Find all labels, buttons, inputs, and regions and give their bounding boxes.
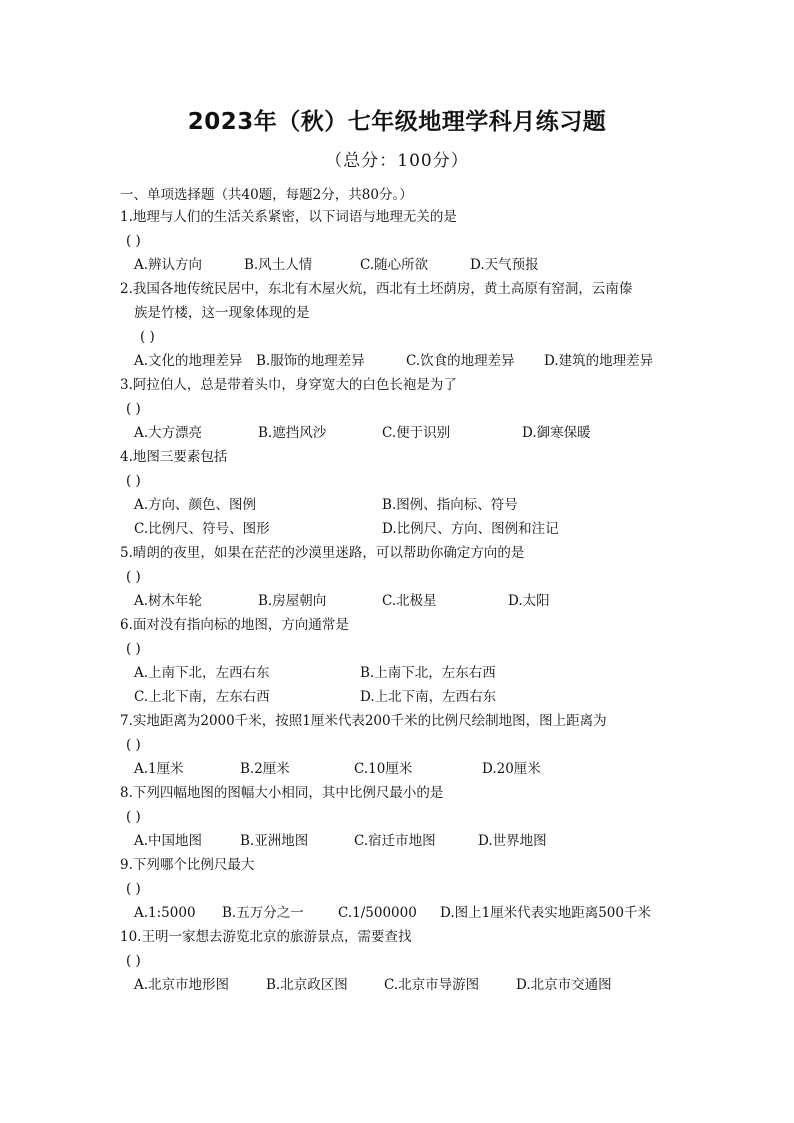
option-d: D.世界地图 [478,833,547,849]
answer-blank: ( ) [126,473,141,489]
option-c: C.随心所欲 [360,257,429,273]
answer-blank: ( ) [126,809,141,825]
options-row [120,757,690,781]
option-d: D.上北下南，左西右东 [360,689,497,705]
answer-blank: ( ) [126,737,141,753]
option-c: C.比例尺、符号、图形 [134,521,270,537]
option-b: B.遮挡风沙 [258,425,327,441]
option-c: C.北京市导游图 [384,977,480,993]
options-row [120,589,690,613]
options-row [120,349,690,373]
option-c: C.饮食的地理差异 [406,353,515,369]
question-stem: 2.我国各地传统民居中，东北有木屋火炕，西北有土坯荫房，黄土高原有窑洞，云南傣 [120,281,633,297]
question-3 [120,373,690,445]
answer-blank: ( ) [126,401,141,417]
total-score: （总分：100分） [325,151,469,171]
question-stem: 9.下列哪个比例尺最大 [120,857,255,873]
question-4 [120,445,690,541]
option-c: C.便于识别 [382,425,451,441]
option-b: B.北京政区图 [266,977,348,993]
option-a: A.上南下北，左西右东 [134,665,270,681]
option-c: C.上北下南，左东右西 [134,689,270,705]
option-a: A.方向、颜色、图例 [134,497,257,513]
question-stem: 6.面对没有指向标的地图，方向通常是 [120,617,349,633]
option-a: A.1厘米 [134,761,184,777]
option-d: D.北京市交通图 [516,977,612,993]
options-row [120,901,690,925]
option-d: D.20厘米 [482,761,541,777]
option-d: D.图上1厘米代表实地距离500千米 [440,905,651,921]
question-8 [120,781,690,853]
option-b: B.2厘米 [240,761,290,777]
option-a: A.大方漂亮 [134,425,203,441]
question-5 [120,541,690,613]
question-stem: 4.地图三要素包括 [120,449,228,465]
answer-blank: ( ) [126,953,141,969]
option-b: B.上南下北，左东右西 [360,665,496,681]
options-row [120,661,690,685]
question-stem: 7.实地距离为2000千米，按照1厘米代表200千米的比例尺绘制地图，图上距离为 [120,713,607,729]
option-c: C.10厘米 [354,761,413,777]
option-a: A.1:5000 [134,905,196,921]
answer-blank: ( ) [126,233,141,249]
question-10 [120,925,690,997]
option-b: B.亚洲地图 [240,833,309,849]
question-stem: 5.晴朗的夜里，如果在茫茫的沙漠里迷路，可以帮助你确定方向的是 [120,545,525,561]
option-c: C.宿迁市地图 [354,833,436,849]
question-stem: 1.地理与人们的生活关系紧密，以下词语与地理无关的是 [120,209,457,225]
option-d: D.太阳 [508,593,550,609]
question-stem: 3.阿拉伯人，总是带着头巾，身穿宽大的白色长袍是为了 [120,377,457,393]
option-b: B.房屋朝向 [258,593,327,609]
option-c: C.北极星 [382,593,437,609]
option-a: A.北京市地形图 [134,977,230,993]
question-7 [120,709,690,781]
question-1 [120,205,690,277]
options-row [120,517,690,541]
question-list [120,205,690,997]
option-d: D.比例尺、方向、图例和注记 [382,521,559,537]
question-stem-continued: 族是竹楼，这一现象体现的是 [134,305,310,321]
question-2 [120,277,690,373]
answer-blank: ( ) [140,329,155,345]
options-row [120,253,690,277]
question-6 [120,613,690,709]
option-a: A.文化的地理差异 [134,353,243,369]
option-a: A.树木年轮 [134,593,203,609]
options-row [120,493,690,517]
option-d: D.御寒保暖 [522,425,591,441]
options-row [120,421,690,445]
option-a: A.中国地图 [134,833,203,849]
answer-blank: ( ) [126,641,141,657]
option-b: B.五万分之一 [222,905,304,921]
option-d: D.建筑的地理差异 [544,353,654,369]
section-heading: 一、单项选择题（共40题，每题2分，共80分。） [120,187,413,203]
answer-blank: ( ) [126,881,141,897]
options-row [120,685,690,709]
answer-blank: ( ) [126,569,141,585]
option-b: B.服饰的地理差异 [256,353,365,369]
options-row [120,829,690,853]
option-a: A.辨认方向 [134,257,203,273]
question-stem: 10.王明一家想去游览北京的旅游景点，需要查找 [120,929,412,945]
option-b: B.风土人情 [244,257,313,273]
option-b: B.图例、指向标、符号 [382,497,518,513]
question-9 [120,853,690,925]
option-d: D.天气预报 [470,257,539,273]
exam-title: 2023年（秋）七年级地理学科月练习题 [187,109,607,135]
question-stem: 8.下列四幅地图的图幅大小相同，其中比例尺最小的是 [120,785,444,801]
options-row [120,973,690,997]
option-c: C.1/500000 [338,905,417,921]
